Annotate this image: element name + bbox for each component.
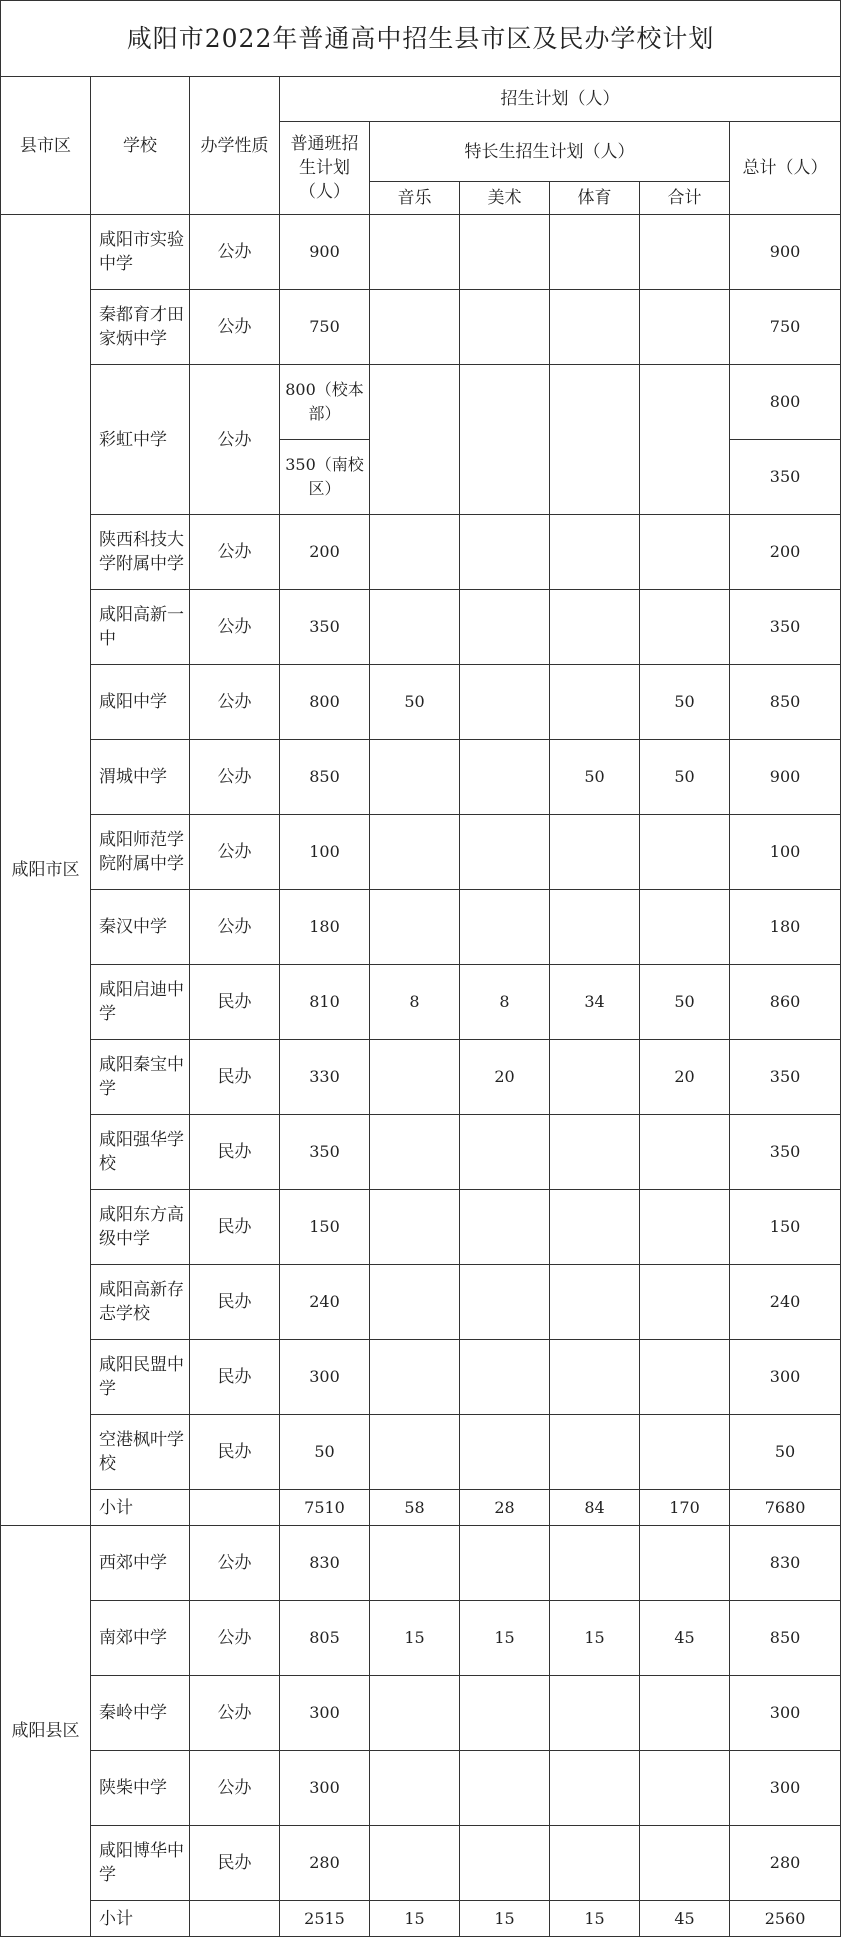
total-cell: 300 [730, 1340, 841, 1415]
music-cell [370, 1190, 460, 1265]
header-sports: 体育 [550, 182, 640, 215]
regular-plan-cell: 830 [280, 1526, 370, 1601]
music-cell [370, 1040, 460, 1115]
music-cell: 8 [370, 965, 460, 1040]
music-cell [370, 1340, 460, 1415]
total-cell: 900 [730, 740, 841, 815]
subtotal-sports: 84 [550, 1490, 640, 1526]
header-art: 美术 [460, 182, 550, 215]
school-nature-cell: 公办 [190, 1751, 280, 1826]
sports-cell [550, 815, 640, 890]
music-cell [370, 1526, 460, 1601]
school-nature-cell: 公办 [190, 215, 280, 290]
school-nature-cell: 公办 [190, 590, 280, 665]
special-sum-cell: 50 [640, 665, 730, 740]
total-cell: 850 [730, 1601, 841, 1676]
art-cell [460, 890, 550, 965]
music-cell: 15 [370, 1601, 460, 1676]
music-cell [370, 365, 460, 515]
header-special-group: 特长生招生计划（人） [370, 122, 730, 182]
sports-cell [550, 1340, 640, 1415]
music-cell [370, 740, 460, 815]
table-row [1, 740, 841, 815]
total-cell: 300 [730, 1751, 841, 1826]
sports-cell [550, 1526, 640, 1601]
school-name-cell: 咸阳高新一中 [91, 590, 190, 665]
school-nature-cell: 公办 [190, 665, 280, 740]
sports-cell [550, 515, 640, 590]
school-name-cell: 彩虹中学 [91, 365, 190, 515]
total-cell: 350 [730, 590, 841, 665]
school-name-cell: 秦岭中学 [91, 1676, 190, 1751]
art-cell [460, 515, 550, 590]
sports-cell: 15 [550, 1601, 640, 1676]
art-cell: 20 [460, 1040, 550, 1115]
special-sum-cell [640, 1676, 730, 1751]
header-total: 总计（人） [730, 122, 841, 215]
subtotal-art: 28 [460, 1490, 550, 1526]
regular-plan-cell: 750 [280, 290, 370, 365]
special-sum-cell [640, 590, 730, 665]
school-nature-cell: 民办 [190, 1040, 280, 1115]
art-cell [460, 1526, 550, 1601]
art-cell [460, 1826, 550, 1901]
table-row [1, 1115, 841, 1190]
regular-plan-cell: 240 [280, 1265, 370, 1340]
school-nature-cell: 公办 [190, 365, 280, 515]
music-cell [370, 890, 460, 965]
special-sum-cell [640, 1340, 730, 1415]
subtotal-regular: 2515 [280, 1901, 370, 1937]
subtotal-art: 15 [460, 1901, 550, 1937]
school-name-cell: 咸阳市实验中学 [91, 215, 190, 290]
art-cell [460, 1415, 550, 1490]
total-cell: 280 [730, 1826, 841, 1901]
school-nature-cell: 公办 [190, 290, 280, 365]
total-cell: 50 [730, 1415, 841, 1490]
table-row [1, 815, 841, 890]
music-cell [370, 1676, 460, 1751]
music-cell [370, 815, 460, 890]
total-cell: 350 [730, 440, 841, 515]
art-cell [460, 1340, 550, 1415]
regular-plan-cell: 330 [280, 1040, 370, 1115]
header-regular: 普通班招生计划（人） [280, 122, 370, 215]
school-name-cell: 咸阳秦宝中学 [91, 1040, 190, 1115]
total-cell: 750 [730, 290, 841, 365]
school-name-cell: 空港枫叶学校 [91, 1415, 190, 1490]
table-row [1, 290, 841, 365]
subtotal-row [1, 1901, 841, 1937]
sports-cell [550, 1115, 640, 1190]
subtotal-nature-cell [190, 1490, 280, 1526]
county-district-label: 咸阳县区 [1, 1526, 91, 1937]
special-sum-cell [640, 1526, 730, 1601]
sports-cell [550, 665, 640, 740]
school-name-cell: 秦都育才田家炳中学 [91, 290, 190, 365]
subtotal-regular: 7510 [280, 1490, 370, 1526]
art-cell [460, 215, 550, 290]
total-cell: 850 [730, 665, 841, 740]
sports-cell [550, 1190, 640, 1265]
school-name-cell: 南郊中学 [91, 1601, 190, 1676]
music-cell [370, 515, 460, 590]
school-name-cell: 陕西科技大学附属中学 [91, 515, 190, 590]
table-row [1, 515, 841, 590]
school-name-cell: 咸阳博华中学 [91, 1826, 190, 1901]
total-cell: 200 [730, 515, 841, 590]
subtotal-total: 7680 [730, 1490, 841, 1526]
music-cell [370, 215, 460, 290]
school-nature-cell: 民办 [190, 1190, 280, 1265]
table-row [1, 1040, 841, 1115]
table-row [1, 1526, 841, 1601]
table-row [1, 215, 841, 290]
regular-plan-cell: 350 [280, 590, 370, 665]
art-cell [460, 815, 550, 890]
sports-cell: 34 [550, 965, 640, 1040]
sports-cell [550, 215, 640, 290]
table-row [1, 1751, 841, 1826]
table-row [1, 890, 841, 965]
school-name-cell: 咸阳启迪中学 [91, 965, 190, 1040]
art-cell [460, 1115, 550, 1190]
special-sum-cell [640, 1415, 730, 1490]
table-row [1, 590, 841, 665]
school-name-cell: 咸阳民盟中学 [91, 1340, 190, 1415]
school-nature-cell: 民办 [190, 1115, 280, 1190]
school-nature-cell: 民办 [190, 965, 280, 1040]
special-sum-cell [640, 1115, 730, 1190]
school-nature-cell: 公办 [190, 815, 280, 890]
school-name-cell: 咸阳东方高级中学 [91, 1190, 190, 1265]
school-name-cell: 咸阳师范学院附属中学 [91, 815, 190, 890]
sports-cell [550, 1415, 640, 1490]
subtotal-label: 小计 [91, 1901, 190, 1937]
art-cell: 8 [460, 965, 550, 1040]
music-cell [370, 590, 460, 665]
music-cell [370, 1415, 460, 1490]
total-cell: 860 [730, 965, 841, 1040]
header-plan-group: 招生计划（人） [280, 77, 841, 122]
special-sum-cell [640, 1265, 730, 1340]
school-nature-cell: 民办 [190, 1415, 280, 1490]
header-district: 县市区 [1, 77, 91, 215]
music-cell: 50 [370, 665, 460, 740]
regular-plan-cell: 850 [280, 740, 370, 815]
music-cell [370, 1751, 460, 1826]
regular-plan-cell: 300 [280, 1676, 370, 1751]
school-nature-cell: 公办 [190, 515, 280, 590]
table-row [1, 1826, 841, 1901]
school-name-cell: 秦汉中学 [91, 890, 190, 965]
total-cell: 900 [730, 215, 841, 290]
table-row [1, 1676, 841, 1751]
regular-plan-cell: 805 [280, 1601, 370, 1676]
special-sum-cell [640, 365, 730, 515]
total-cell: 830 [730, 1526, 841, 1601]
regular-plan-cell: 810 [280, 965, 370, 1040]
school-nature-cell: 公办 [190, 740, 280, 815]
total-cell: 300 [730, 1676, 841, 1751]
subtotal-sports: 15 [550, 1901, 640, 1937]
school-nature-cell: 民办 [190, 1826, 280, 1901]
school-nature-cell: 公办 [190, 1526, 280, 1601]
table-row [1, 665, 841, 740]
header-school: 学校 [91, 77, 190, 215]
header-music: 音乐 [370, 182, 460, 215]
music-cell [370, 1826, 460, 1901]
sports-cell [550, 1265, 640, 1340]
special-sum-cell: 50 [640, 740, 730, 815]
school-nature-cell: 民办 [190, 1265, 280, 1340]
sports-cell [550, 890, 640, 965]
table-row [1, 1265, 841, 1340]
art-cell [460, 1190, 550, 1265]
table-row [1, 965, 841, 1040]
table-row [1, 1415, 841, 1490]
city-district-label: 咸阳市区 [1, 215, 91, 1526]
subtotal-sum: 45 [640, 1901, 730, 1937]
regular-plan-cell: 300 [280, 1340, 370, 1415]
school-nature-cell: 公办 [190, 1676, 280, 1751]
sports-cell [550, 1676, 640, 1751]
school-name-cell: 咸阳高新存志学校 [91, 1265, 190, 1340]
art-cell [460, 290, 550, 365]
art-cell [460, 365, 550, 515]
art-cell [460, 590, 550, 665]
sports-cell [550, 1040, 640, 1115]
school-name-cell: 咸阳强华学校 [91, 1115, 190, 1190]
art-cell [460, 1265, 550, 1340]
music-cell [370, 1265, 460, 1340]
total-cell: 100 [730, 815, 841, 890]
total-cell: 240 [730, 1265, 841, 1340]
regular-plan-cell: 50 [280, 1415, 370, 1490]
table-row [1, 1601, 841, 1676]
regular-plan-cell: 800（校本部） [280, 365, 370, 440]
subtotal-total: 2560 [730, 1901, 841, 1937]
school-nature-cell: 公办 [190, 890, 280, 965]
school-nature-cell: 公办 [190, 1601, 280, 1676]
sports-cell [550, 365, 640, 515]
special-sum-cell [640, 890, 730, 965]
subtotal-nature-cell [190, 1901, 280, 1937]
special-sum-cell [640, 215, 730, 290]
table-row [1, 1340, 841, 1415]
total-cell: 800 [730, 365, 841, 440]
special-sum-cell: 50 [640, 965, 730, 1040]
special-sum-cell [640, 815, 730, 890]
regular-plan-cell: 300 [280, 1751, 370, 1826]
subtotal-label: 小计 [91, 1490, 190, 1526]
art-cell [460, 740, 550, 815]
subtotal-row [1, 1490, 841, 1526]
regular-plan-cell: 150 [280, 1190, 370, 1265]
music-cell [370, 290, 460, 365]
sports-cell [550, 1751, 640, 1826]
header-nature: 办学性质 [190, 77, 280, 215]
school-name-cell: 渭城中学 [91, 740, 190, 815]
regular-plan-cell: 350（南校区） [280, 440, 370, 515]
school-name-cell: 咸阳中学 [91, 665, 190, 740]
special-sum-cell: 45 [640, 1601, 730, 1676]
subtotal-music: 15 [370, 1901, 460, 1937]
regular-plan-cell: 180 [280, 890, 370, 965]
special-sum-cell: 20 [640, 1040, 730, 1115]
school-name-cell: 西郊中学 [91, 1526, 190, 1601]
total-cell: 150 [730, 1190, 841, 1265]
regular-plan-cell: 200 [280, 515, 370, 590]
sports-cell: 50 [550, 740, 640, 815]
special-sum-cell [640, 515, 730, 590]
regular-plan-cell: 900 [280, 215, 370, 290]
sports-cell [550, 1826, 640, 1901]
special-sum-cell [640, 1751, 730, 1826]
music-cell [370, 1115, 460, 1190]
sports-cell [550, 590, 640, 665]
subtotal-sum: 170 [640, 1490, 730, 1526]
art-cell: 15 [460, 1601, 550, 1676]
table-row [1, 1190, 841, 1265]
regular-plan-cell: 800 [280, 665, 370, 740]
school-name-cell: 陕柴中学 [91, 1751, 190, 1826]
special-sum-cell [640, 1826, 730, 1901]
special-sum-cell [640, 1190, 730, 1265]
subtotal-music: 58 [370, 1490, 460, 1526]
art-cell [460, 1751, 550, 1826]
table-title: 咸阳市2022年普通高中招生县市区及民办学校计划 [1, 1, 841, 77]
total-cell: 350 [730, 1115, 841, 1190]
art-cell [460, 1676, 550, 1751]
header-special-total: 合计 [640, 182, 730, 215]
regular-plan-cell: 350 [280, 1115, 370, 1190]
total-cell: 180 [730, 890, 841, 965]
sports-cell [550, 290, 640, 365]
total-cell: 350 [730, 1040, 841, 1115]
special-sum-cell [640, 290, 730, 365]
regular-plan-cell: 100 [280, 815, 370, 890]
art-cell [460, 665, 550, 740]
table-row [1, 365, 841, 440]
school-nature-cell: 民办 [190, 1340, 280, 1415]
regular-plan-cell: 280 [280, 1826, 370, 1901]
